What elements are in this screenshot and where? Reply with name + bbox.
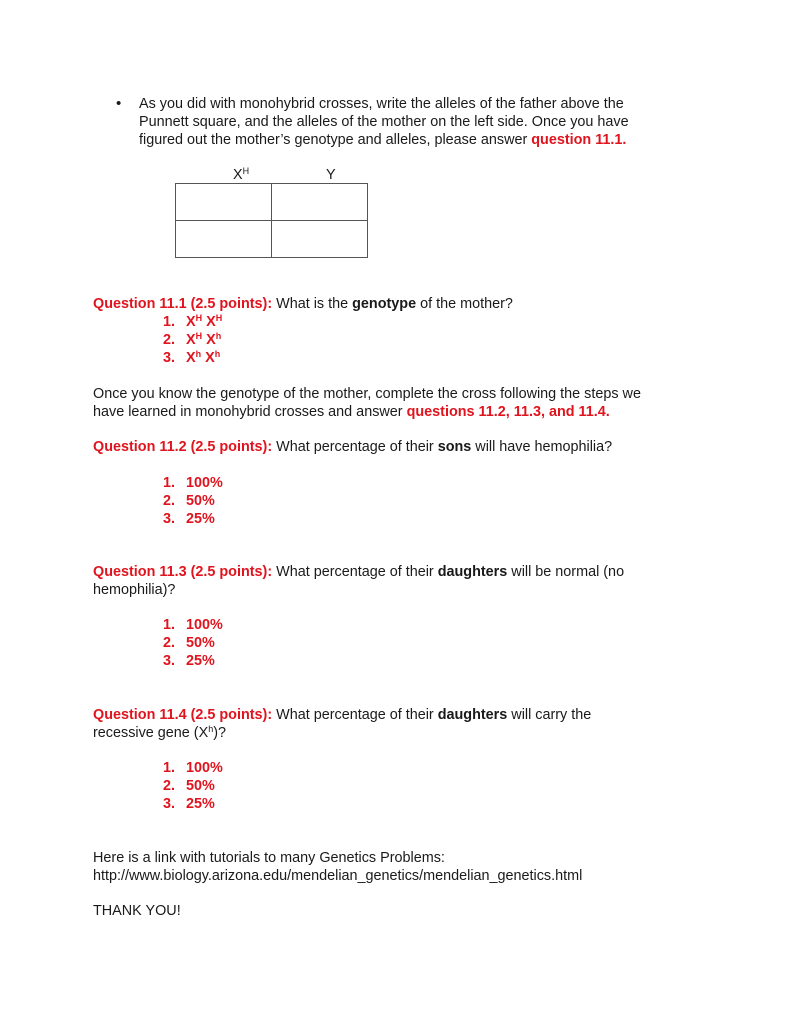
answer-option: 3. $X^h$ $X^h$: [163, 349, 221, 366]
intro-line-3: figured out the mother’s genotype and alleles, please answer question 11.1.: [139, 132, 627, 148]
answer-option: 3. 25%: [163, 796, 215, 812]
question-11-4: Question 11.4 (2.5 points): What percentage of their daughters will carry the: [93, 707, 592, 723]
intro-line-1: As you did with monohybrid crosses, write the alleles of the father above the: [139, 96, 624, 112]
punnett-cell: [272, 221, 368, 258]
answer-option: 3. 25%: [163, 511, 215, 527]
question-label: Question 11.2 (2.5 points):: [93, 439, 273, 455]
tutorial-link[interactable]: http://www.biology.arizona.edu/mendelian_genetics/mendelian_genetics.html: [93, 868, 583, 884]
thank-you: THANK YOU!: [93, 903, 181, 919]
answer-option: 2. 50%: [163, 778, 215, 794]
answer-option: 1. 100%: [163, 475, 223, 491]
answer-option: 1. 100%: [163, 617, 223, 633]
transition-line-1: Once you know the genotype of the mother, complete the cross following the steps we: [93, 386, 641, 402]
intro-line-2: Punnett square, and the alleles of the mother on the left side. Once you have: [139, 114, 629, 130]
question-11-4-line-2: recessive gene $(X^h)$?: [93, 724, 226, 741]
answer-option: 2. 50%: [163, 635, 215, 651]
question-11-3-line-2: hemophilia)?: [93, 582, 176, 598]
punnett-cell: [272, 184, 368, 221]
question-label: Question 11.3 (2.5 points):: [93, 564, 273, 580]
question-11-3: Question 11.3 (2.5 points): What percentage of their daughters will be normal (no: [93, 564, 625, 580]
punnett-cell: [176, 221, 272, 258]
question-label: Question 11.4 (2.5 points):: [93, 707, 273, 723]
question-label: Question 11.1 (2.5 points):: [93, 296, 273, 312]
punnett-cell: [176, 184, 272, 221]
punnett-header-father-x: $X^H$: [233, 166, 250, 183]
answer-option: 1. $X^H$ $X^H$: [163, 313, 223, 330]
question-11-2: Question 11.2 (2.5 points): What percentage of their sons will have hemophilia?: [93, 439, 613, 455]
tutorial-intro: Here is a link with tutorials to many Genetics Problems:: [93, 850, 445, 866]
answer-option: 3. 25%: [163, 653, 215, 669]
answer-option: 2. $X^H$ $X^h$: [163, 331, 222, 348]
answer-option: 2. 50%: [163, 493, 215, 509]
question-11-1: Question 11.1 (2.5 points): What is the genotype of the mother?: [93, 296, 513, 312]
punnett-square: [175, 183, 368, 258]
answer-option: 1. 100%: [163, 760, 223, 776]
transition-line-2: have learned in monohybrid crosses and answer questions 11.2, 11.3, and 11.4.: [93, 404, 610, 420]
bullet-point: •: [116, 95, 122, 112]
punnett-header-father-y: Y: [326, 167, 336, 183]
